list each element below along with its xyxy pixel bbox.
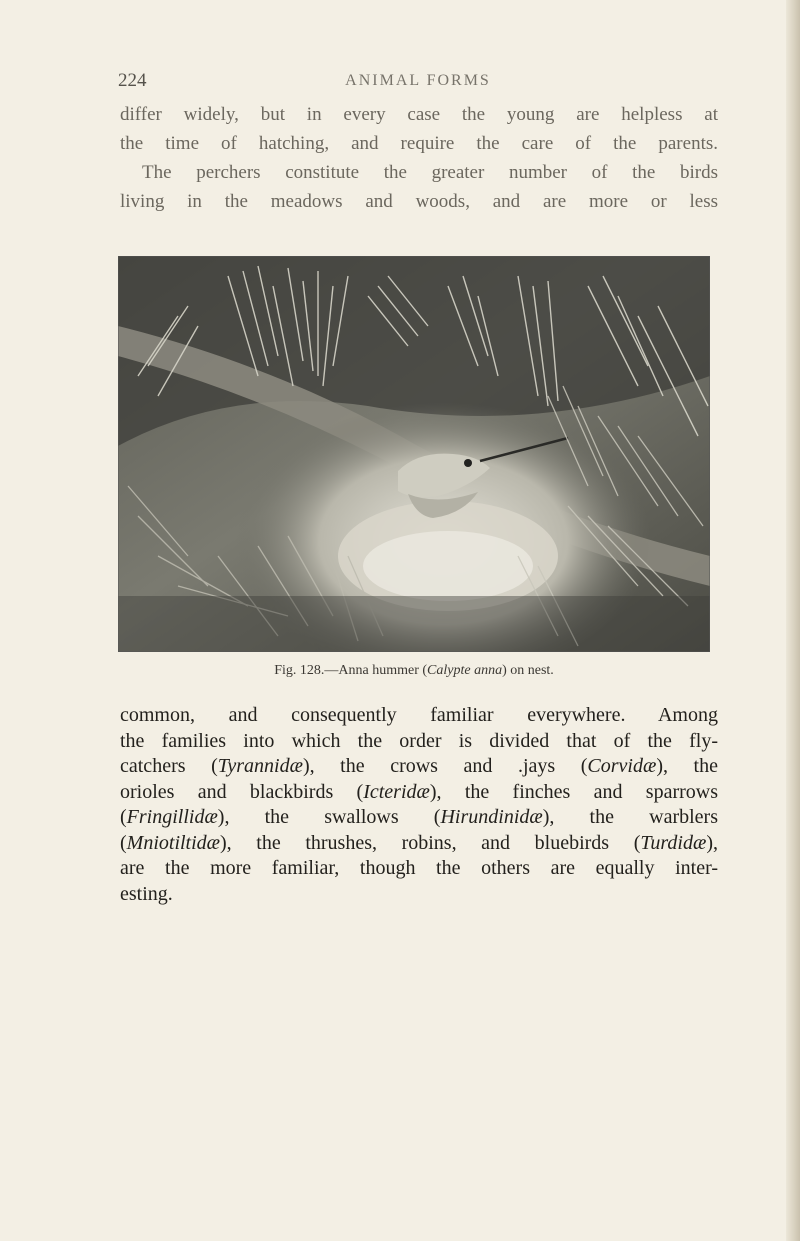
photo-illustration <box>118 256 710 652</box>
text-line <box>120 780 718 806</box>
text-run: ), the thrushes, robins, and bluebirds ( <box>220 831 641 854</box>
text-run: ( <box>120 806 127 828</box>
page-header <box>118 70 718 100</box>
text-line <box>120 831 718 857</box>
caption-suffix: ) on nest. <box>502 663 554 678</box>
main-paragraph <box>120 703 718 907</box>
text-run: ), the finches and sparrows <box>429 780 719 803</box>
text-run: ), the warblers <box>542 806 719 828</box>
text-line: common, and consequently familiar everywhere. Among <box>120 704 718 726</box>
top-paragraph <box>120 100 718 216</box>
family-name: Corvidæ <box>587 755 657 777</box>
figure-caption <box>118 663 710 679</box>
family-name: Mniotiltidæ <box>126 831 221 854</box>
text-run: ), <box>706 831 718 854</box>
running-head: ANIMAL FORMS <box>345 72 491 89</box>
text-line <box>120 754 718 780</box>
family-name: Turdidæ <box>640 831 707 854</box>
hummingbird-photograph <box>118 256 710 652</box>
caption-prefix: Fig. 128.—Anna hummer ( <box>274 663 428 678</box>
text-line: are the more familiar, though the others are equally inter- <box>120 857 718 879</box>
text-run: ), the crows and .jays ( <box>302 755 588 777</box>
text-line: living in the meadows and woods, and are more or less <box>120 191 718 212</box>
text-run: orioles and blackbirds ( <box>120 780 364 803</box>
caption-species: Calypte anna <box>427 663 503 678</box>
text-line: The perchers constitute the greater number of the birds <box>142 162 718 183</box>
text-line: differ widely, but in every case the young are helpless at <box>120 104 718 125</box>
family-name: Tyrannidæ <box>217 755 303 777</box>
page-number: 224 <box>118 70 147 91</box>
page-edge <box>786 0 800 1241</box>
text-run: ), the swallows ( <box>217 806 441 828</box>
text-line: esting. <box>120 882 173 905</box>
text-line: the time of hatching, and require the care of the parents. <box>120 133 718 154</box>
text-line: the families into which the order is divided that of the fly- <box>120 729 718 752</box>
text-line <box>120 805 718 831</box>
text-run: ( <box>120 831 127 854</box>
family-name: Icteridæ <box>363 780 430 803</box>
family-name: Fringillidæ <box>126 806 218 828</box>
text-run: ), the <box>656 755 718 777</box>
family-name: Hirundinidæ <box>440 806 543 828</box>
text-run: catchers ( <box>120 755 218 777</box>
